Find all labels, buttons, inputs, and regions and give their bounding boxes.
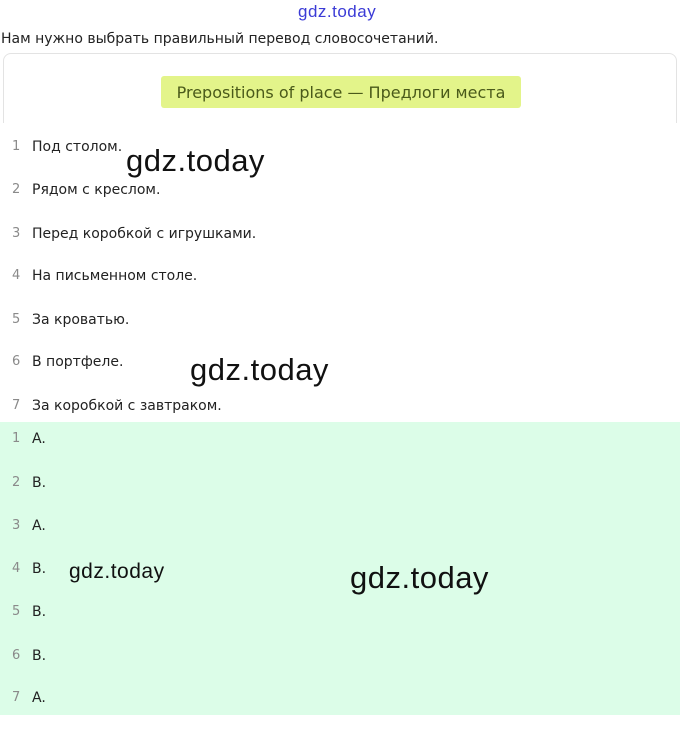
watermark: gdz.today — [350, 560, 489, 595]
phrase-text: В портфеле. — [32, 354, 124, 370]
answer-number: 5 — [12, 604, 21, 619]
phrase-text: Перед коробкой с игрушками. — [32, 226, 257, 242]
answer-number: 7 — [12, 690, 21, 705]
answer-text: B. — [32, 475, 47, 491]
answer-row — [0, 604, 680, 647]
phrase-number: 5 — [12, 312, 21, 327]
answer-row — [0, 648, 680, 691]
answer-row — [0, 431, 680, 474]
watermark: gdz.today — [126, 143, 265, 178]
phrase-text: Под столом. — [32, 139, 123, 155]
phrase-row — [0, 182, 680, 225]
answer-number: 6 — [12, 648, 21, 663]
answer-number: 2 — [12, 475, 21, 490]
answer-number: 1 — [12, 431, 21, 446]
watermark: gdz.today — [69, 560, 165, 583]
phrase-row — [0, 139, 680, 182]
answer-row — [0, 475, 680, 518]
answer-text: B. — [32, 648, 47, 664]
task-text: Нам нужно выбрать правильный перевод словосочетаний. — [1, 31, 439, 47]
phrase-row — [0, 312, 680, 355]
answer-text: A. — [32, 518, 46, 534]
phrase-number: 4 — [12, 268, 21, 283]
phrase-row — [0, 226, 680, 269]
phrase-text: Рядом с креслом. — [32, 182, 161, 198]
phrase-text: За кроватью. — [32, 312, 130, 328]
answer-row — [0, 690, 680, 733]
phrase-number: 7 — [12, 398, 21, 413]
phrase-text: За коробкой с завтраком. — [32, 398, 222, 414]
watermark-top: gdz.today — [298, 2, 377, 21]
phrase-number: 2 — [12, 182, 21, 197]
watermark: gdz.today — [190, 352, 329, 387]
answer-text: B. — [32, 561, 47, 577]
phrase-row — [0, 354, 680, 397]
answer-text: A. — [32, 431, 46, 447]
phrase-number: 3 — [12, 226, 21, 241]
phrase-number: 6 — [12, 354, 21, 369]
answer-row — [0, 518, 680, 561]
answer-text: A. — [32, 690, 46, 706]
phrase-text: На письменном столе. — [32, 268, 198, 284]
phrase-number: 1 — [12, 139, 21, 154]
answer-number: 4 — [12, 561, 21, 576]
section-title: Prepositions of place — Предлоги места — [161, 76, 521, 108]
answer-text: B. — [32, 604, 47, 620]
answer-number: 3 — [12, 518, 21, 533]
phrase-row — [0, 268, 680, 311]
